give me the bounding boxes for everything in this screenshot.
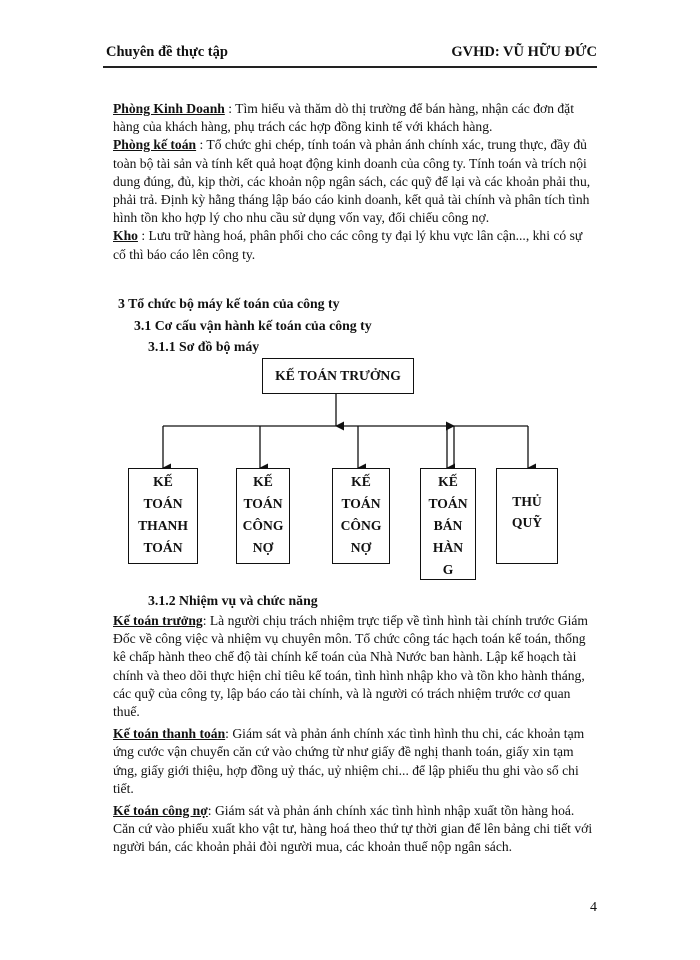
- bottom-paragraphs: [113, 612, 595, 857]
- org-box-cong-no-1-label: KẾ TOÁN CÔNG NỢ: [242, 474, 284, 555]
- org-box-thu-quy: [496, 468, 558, 564]
- label-ke-toan-thanh-toan: Kế toán thanh toán: [113, 726, 226, 742]
- org-box-thanh-toan-label: KẾ TOÁN THANH TOÁN: [138, 474, 188, 555]
- paragraph-kho: [113, 227, 595, 263]
- text-ke-toan: : Tổ chức ghi chép, tính toán và phản ánh chính xác, trung thực, đầy đủ toàn bộ tài sản và tính kết quả hoạt động kinh doanh của công ty. Tính toán và trích nội dung đúng, đủ, kịp thời, các khoản nộp ngân sách, các quỹ để lại và các khoản phải thu, phải trả. Định kỳ hằng tháng lập báo cáo kinh doanh, kết quả tài chính và phân tích tình hình tồn kho hợp lý cho nhu cầu sử dụng vốn vay, đối chiếu công nợ.: [113, 137, 591, 226]
- paragraph-ke-toan: [113, 136, 595, 227]
- text-ke-toan-truong: : Là người chịu trách nhiệm trực tiếp về tình hình tài chính trước Giám Đốc về công việc và nhiệm vụ chuyên môn. Tổ chức công tác hạch toán kế toán, thống kê chấp hành theo chế độ tài chính kế toán của Nhà Nước ban hành. Lập kế hoạch tài chính và theo dõi thực hiện chỉ tiêu kế toán, tình hình nhập kho và tồn kho hành tháng, các quỹ của công ty, lập báo cáo tài chính, và là người có trách nhiệm trước cơ quan thuế.: [113, 613, 588, 720]
- text-kho: : Lưu trữ hàng hoá, phân phối cho các công ty đại lý khu vực lân cận..., khi có sự cố thì báo cáo lên công ty.: [113, 228, 583, 262]
- top-paragraphs: [113, 100, 595, 264]
- text-ke-toan-thanh-toan: : Giám sát và phản ánh chính xác tình hình thu chi, các khoản tạm ứng cước vận chuyển căn cứ vào chứng từ như giấy đề nghị thanh toán, giấy xin tạm ứng, giấy giới thiệu, hợp đồng uỷ thác, uỷ nhiệm chi... để lập phiếu thu ghi vào sổ chi tiết.: [113, 726, 585, 796]
- paragraph-ke-toan-thanh-toan: [113, 725, 595, 798]
- org-box-root: [262, 358, 414, 394]
- heading-3-1-2: 3.1.2 Nhiệm vụ và chức năng: [148, 593, 318, 608]
- label-ke-toan-truong: Kế toán trưởng: [113, 613, 203, 628]
- text-kinh-doanh: : Tìm hiểu và thăm dò thị trường để bán hàng, nhận các đơn đặt hàng của khách hàng, phụ trách các hợp đồng kinh tế với khách hàng.: [113, 101, 574, 135]
- org-box-cong-no-1: [236, 468, 290, 564]
- org-box-ban-hang-label: KẾ TOÁN BÁN HÀN G: [428, 474, 468, 577]
- header-right: GVHD: VŨ HỮU ĐỨC: [451, 44, 597, 60]
- paragraph-ke-toan-truong: [113, 612, 595, 721]
- org-box-ban-hang: [420, 468, 476, 580]
- org-box-thu-quy-label: THỦ QUỸ: [511, 494, 543, 530]
- header-rule: [103, 66, 597, 68]
- heading-3: 3 Tổ chức bộ máy kế toán của công ty: [118, 296, 340, 311]
- org-box-root-label: KẾ TOÁN TRƯỞNG: [275, 368, 401, 383]
- header-left: Chuyên đề thực tập: [106, 44, 228, 60]
- heading-3-1: 3.1 Cơ cấu vận hành kế toán của công ty: [134, 318, 372, 333]
- paragraph-ke-toan-cong-no: [113, 802, 595, 857]
- label-ke-toan: Phòng kế toán: [113, 137, 197, 153]
- label-ke-toan-cong-no: Kế toán công nợ: [113, 803, 208, 819]
- label-kho: Kho: [113, 228, 138, 244]
- label-kinh-doanh: Phòng Kinh Doanh: [113, 101, 225, 116]
- paragraph-kinh-doanh: [113, 100, 595, 136]
- org-box-thanh-toan: [128, 468, 198, 564]
- heading-3-1-1: 3.1.1 Sơ đồ bộ máy: [148, 339, 260, 354]
- text-ke-toan-cong-no: : Giám sát và phản ánh chính xác tình hình nhập xuất tồn hàng hoá. Căn cứ vào phiếu xuất kho vật tư, hàng hoá theo thứ tự thời gian để lên bảng chi tiết với người bán, các khoản phải đòi người mua, các khoản thuế nộp ngân sách.: [113, 803, 593, 855]
- org-box-cong-no-2: [332, 468, 390, 564]
- page-number: 4: [590, 900, 597, 915]
- org-box-cong-no-2-label: KẾ TOÁN CÔNG NỢ: [340, 474, 382, 555]
